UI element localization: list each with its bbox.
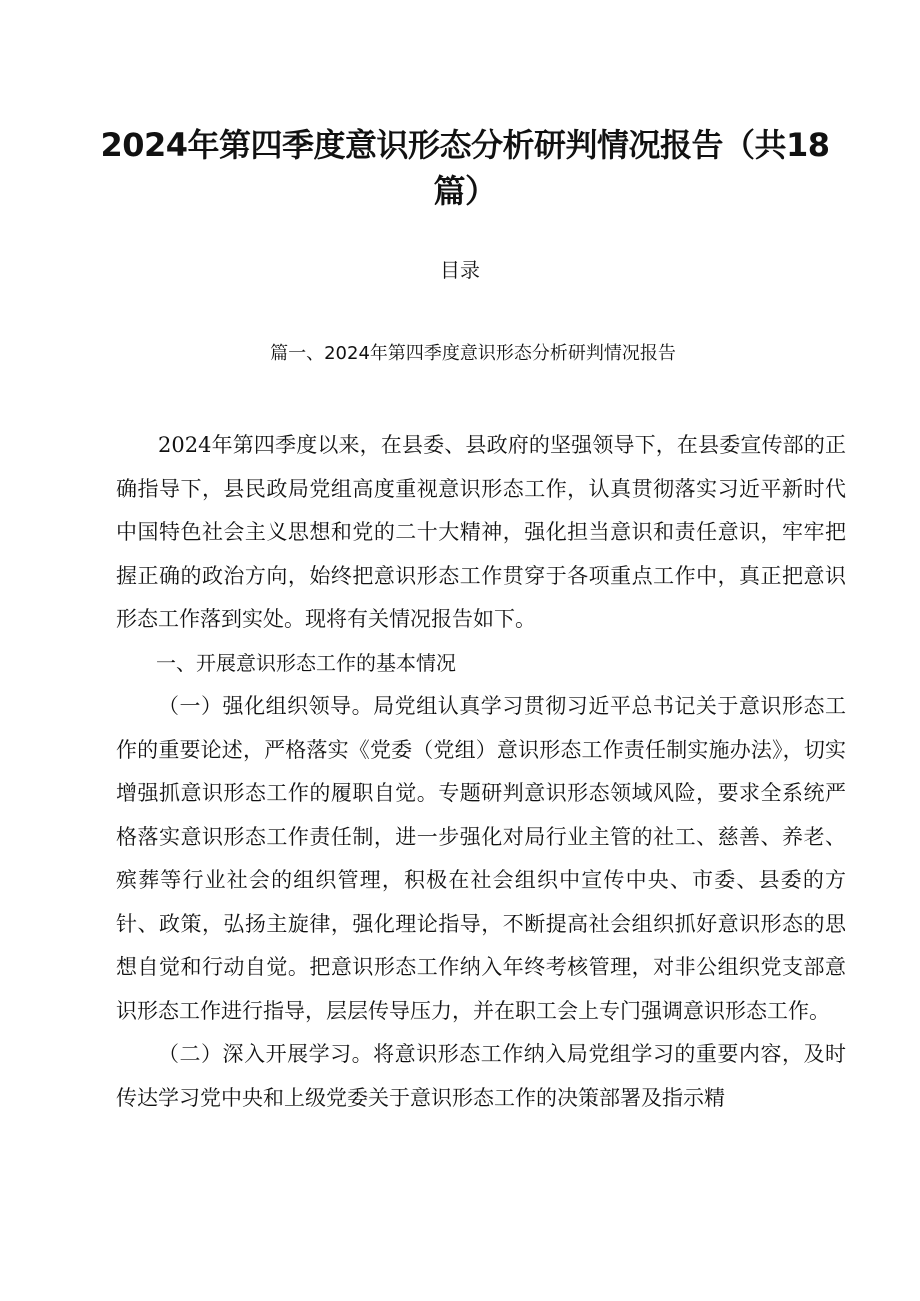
document-title: 2024年第四季度意识形态分析研判情况报告（共18篇）: [100, 126, 830, 210]
section-heading: 一、开展意识形态工作的基本情况: [156, 650, 456, 675]
toc-title: 目录: [440, 258, 480, 282]
toc-item[interactable]: 篇一、2024年第四季度意识形态分析研判情况报告: [270, 343, 676, 364]
body-paragraph: （二）深入开展学习。将意识形态工作纳入局党组学习的重要内容，及时传达学习党中央和上级党委关于意识形态工作的决策部署及指示精: [116, 1042, 846, 1110]
document-body: [116, 424, 846, 1120]
body-paragraph: （一）强化组织领导。局党组认真学习贯彻习近平总书记关于意识形态工作的重要论述，严格落实《党委（党组）意识形态工作责任制实施办法》，切实增强抓意识形态工作的履职自觉。专题研判意识形态领域风险，要求全系统严格落实意识形态工作责任制，进一步强化对局行业主管的社工、慈善、养老、殡葬等行业社会的组织管理，积极在社会组织中宣传中央、市委、县委的方针、政策，弘扬主旋律，强化理论指导，不断提高社会组织抓好意识形态的思想自觉和行动自觉。把意识形态工作纳入年终考核管理，对非公组织党支部意识形态工作进行指导，层层传导压力，并在职工会上专门强调意识形态工作。: [116, 694, 846, 1023]
body-paragraph: 2024年第四季度以来，在县委、县政府的坚强领导下，在县委宣传部的正确指导下，县民政局党组高度重视意识形态工作，认真贯彻落实习近平新时代中国特色社会主义思想和党的二十大精神，强化担当意识和责任意识，牢牢把握正确的政治方向，始终把意识形态工作贯穿于各项重点工作中，真正把意识形态工作落到实处。现将有关情况报告如下。: [116, 433, 846, 631]
